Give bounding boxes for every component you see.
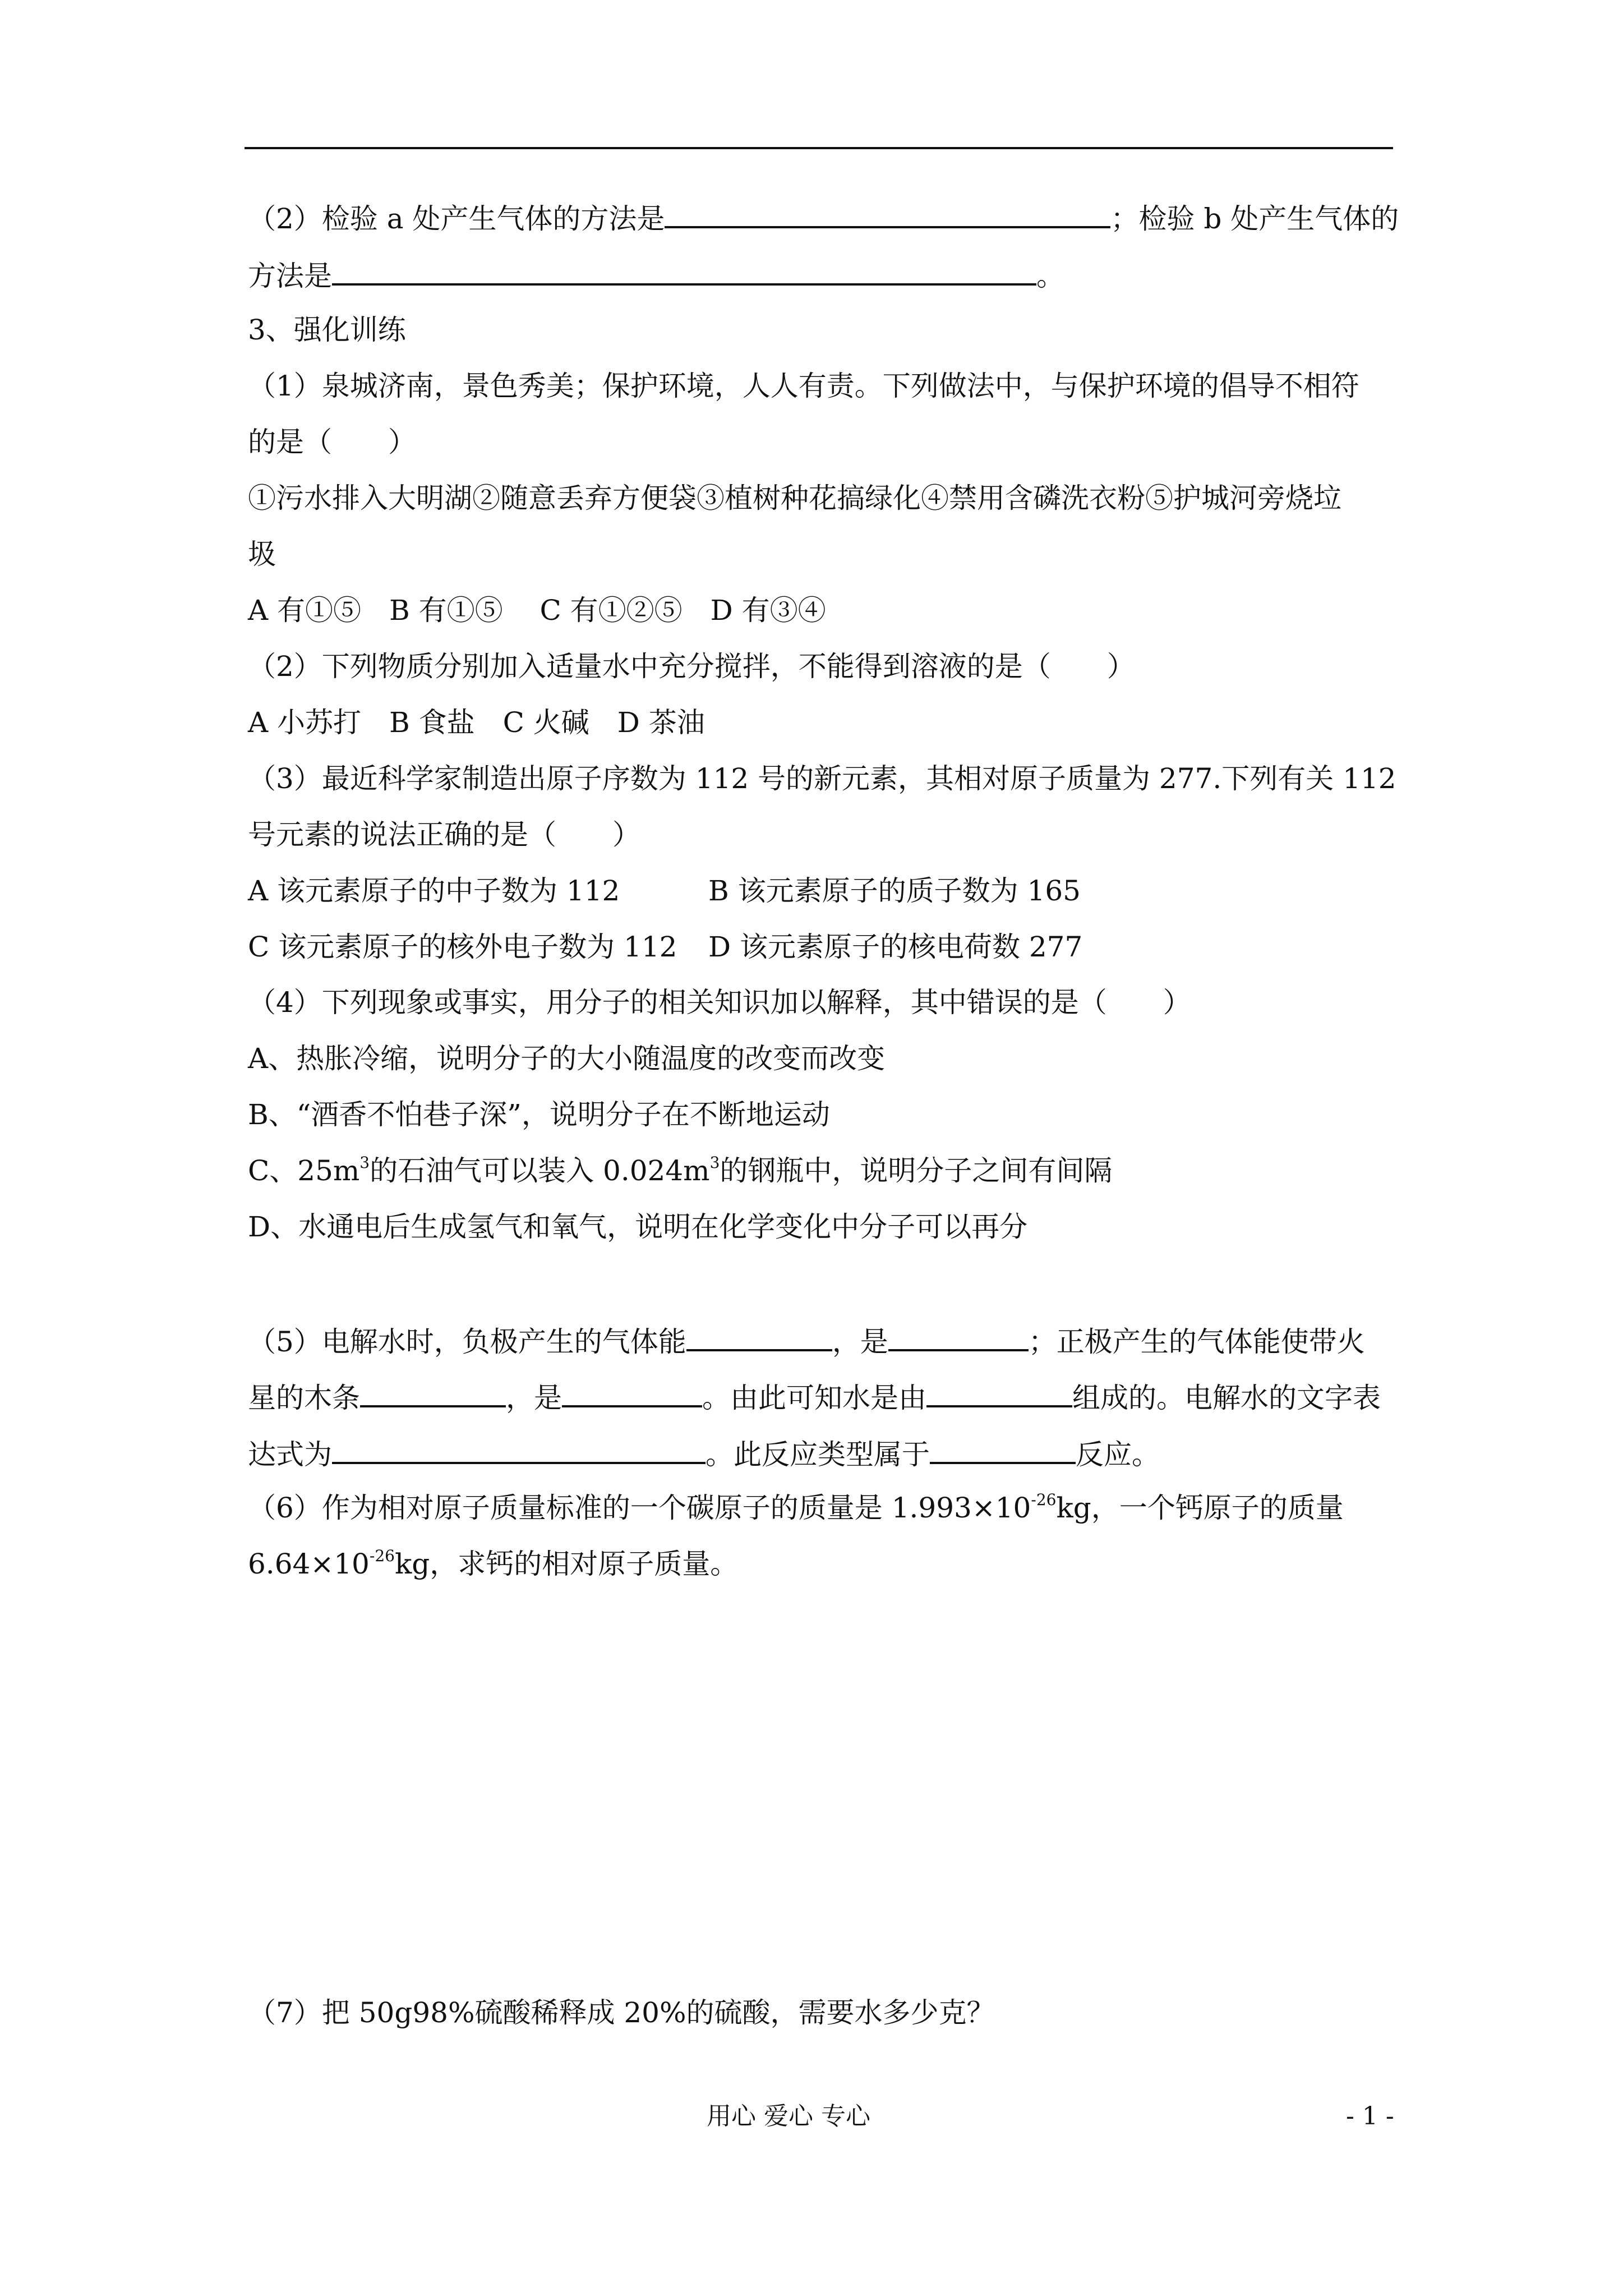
q2-part2-text-c: 方法是 [248,260,332,292]
q4-option-d: D、水通电后生成氢气和氧气，说明在化学变化中分子可以再分 [248,1211,1028,1243]
q3-option-b: B 该元素原子的质子数为 165 [708,875,1081,907]
q5-text: 组成的。电解水的文字表 [1072,1382,1381,1414]
q4-option-c [248,1154,1112,1188]
q2-stem: （2）下列物质分别加入适量水中充分搅拌，不能得到溶液的是（ ） [248,650,1135,683]
q6-text: 6.64×10 [248,1548,370,1580]
q6-line1 [248,1491,1344,1525]
q3-option-d: D 该元素原子的核电荷数 277 [708,931,1083,963]
superscript: 3 [709,1153,720,1172]
q2-options: A 小苏打 B 食盐 C 火碱 D 茶油 [248,706,705,739]
answer-blank-q5-1[interactable] [686,1322,832,1351]
q5-text: 。由此可知水是由 [702,1382,926,1414]
q5-text: （5）电解水时，负极产生的气体能 [248,1326,686,1358]
q4-stem: （4）下列现象或事实，用分子的相关知识加以解释，其中错误的是（ ） [248,986,1191,1019]
q1-options: A 有①⑤ B 有①⑤ C 有①②⑤ D 有③④ [248,594,826,627]
answer-blank-q5-2[interactable] [888,1322,1029,1351]
q1-items-line2: 圾 [248,538,276,570]
answer-blank-b-method[interactable] [332,256,1036,286]
q5-text: 星的木条 [248,1382,360,1414]
q2-part2-line1 [248,199,1399,236]
q2-part2-text-a: （2）检验 a 处产生气体的方法是 [248,203,665,235]
q6-text: kg，一个钙原子的质量 [1056,1492,1344,1524]
q5-line3 [248,1435,1160,1471]
q1-stem-line1: （1）泉城济南，景色秀美；保护环境，人人有责。下列做法中，与保护环境的倡导不相符 [248,370,1359,402]
q5-line1 [248,1322,1365,1359]
answer-blank-q5-5[interactable] [926,1378,1072,1407]
superscript: -26 [1031,1490,1057,1510]
answer-blank-q5-7[interactable] [930,1435,1076,1464]
q3-option-a: A 该元素原子的中子数为 112 [248,875,620,907]
q5-text: ；正极产生的气体能使带火 [1028,1326,1365,1358]
q7-stem: （7）把 50g98%硫酸稀释成 20%的硫酸，需要水多少克？ [248,1996,995,2029]
q4-option-a: A、热胀冷缩，说明分子的大小随温度的改变而改变 [248,1042,886,1075]
q2-part2-text-b: ；检验 b 处产生气体的 [1110,203,1399,235]
header-rule [245,147,1393,149]
q4-option-c-text-1: C、25m [248,1154,360,1187]
q6-line2 [248,1547,738,1581]
q3-stem-line2: 号元素的说法正确的是（ ） [248,818,640,851]
superscript: -26 [369,1547,395,1566]
q1-stem-line2: 的是（ ） [248,426,416,458]
q5-text: 。此反应类型属于 [706,1438,930,1471]
q3-stem-line1: （3）最近科学家制造出原子序数为 112 号的新元素，其相对原子质量为 277.下列有关 112 [248,762,1396,795]
footer-slogan: 用心 爱心 专心 [707,2102,870,2131]
q5-text: 反应。 [1076,1438,1160,1471]
answer-blank-q5-3[interactable] [360,1378,506,1407]
q1-items-line1: ①污水排入大明湖②随意丢弃方便袋③植树种花搞绿化④禁用含磷洗衣粉⑤护城河旁烧垃 [248,482,1341,514]
q2-part2-line2 [248,256,1064,293]
q5-text: 达式为 [248,1438,332,1471]
q2-part2-text-d: 。 [1036,260,1064,292]
q6-text: （6）作为相对原子质量标准的一个碳原子的质量是 1.993×10 [248,1492,1031,1524]
q6-text: kg，求钙的相对原子质量。 [394,1548,739,1580]
answer-blank-a-method[interactable] [665,199,1110,228]
q5-line2 [248,1378,1381,1415]
answer-blank-q5-6[interactable] [332,1435,706,1464]
q4-option-c-text-2: 的石油气可以装入 0.024m [370,1154,710,1187]
answer-blank-q5-4[interactable] [562,1378,702,1407]
q5-text: ，是 [832,1326,888,1358]
q4-option-c-text-3: 的钢瓶中，说明分子之间有间隔 [720,1154,1113,1187]
q3-option-c: C 该元素原子的核外电子数为 112 [248,931,677,963]
q5-text: ，是 [506,1382,562,1414]
section-title: 3、强化训练 [248,314,406,346]
page-number: - 1 - [1346,2102,1394,2131]
q4-option-b: B、“酒香不怕巷子深”，说明分子在不断地运动 [248,1098,830,1131]
superscript: 3 [359,1153,370,1172]
